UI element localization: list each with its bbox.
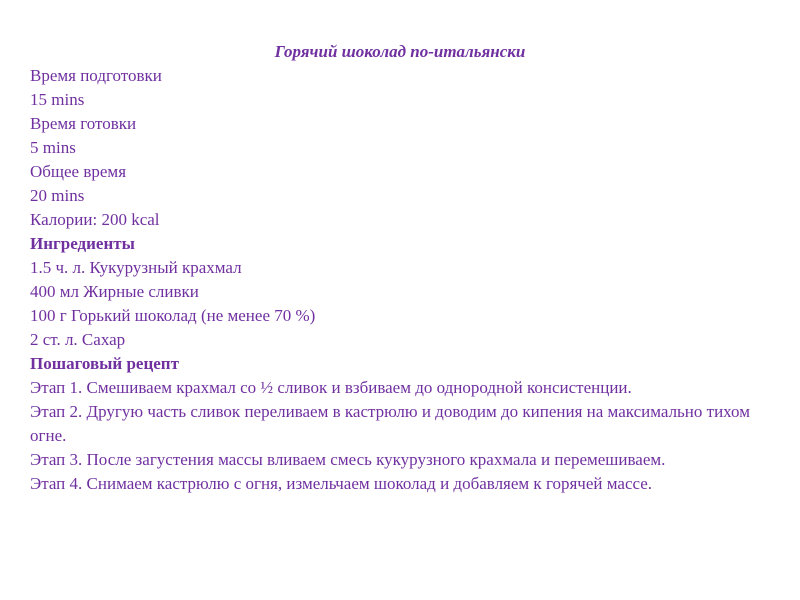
prep-time-value: 15 mins xyxy=(30,90,85,109)
total-time-label: Общее время xyxy=(30,162,127,181)
prep-time-label: Время подготовки xyxy=(30,66,162,85)
total-time-value: 20 mins xyxy=(30,186,85,205)
recipe-text-block xyxy=(30,40,770,496)
ingredient-item: 2 ст. л. Сахар xyxy=(30,330,126,349)
cook-time-value: 5 mins xyxy=(30,138,76,157)
cook-time-label: Время готовки xyxy=(30,114,137,133)
ingredient-item: 1.5 ч. л. Кукурузный крахмал xyxy=(30,258,242,277)
recipe-step: Этап 4. Снимаем кастрюлю с огня, измельчаем шоколад и добавляем к горячей массе. xyxy=(30,474,653,493)
ingredient-item: 100 г Горький шоколад (не менее 70 %) xyxy=(30,306,316,325)
recipe-step: Этап 2. Другую часть сливок переливаем в кастрюлю и доводим до кипения на максимально тихом огне. xyxy=(30,402,750,445)
ingredients-heading: Ингредиенты xyxy=(30,234,135,253)
recipe-title: Горячий шоколад по-итальянски xyxy=(274,42,526,61)
recipe-heading: Пошаговый рецепт xyxy=(30,354,179,373)
ingredient-item: 400 мл Жирные сливки xyxy=(30,282,199,301)
recipe-step: Этап 3. После загустения массы вливаем смесь кукурузного крахмала и перемешиваем. xyxy=(30,450,666,469)
recipe-step: Этап 1. Смешиваем крахмал со ½ сливок и взбиваем до однородной консистенции. xyxy=(30,378,632,397)
calories-line: Калории: 200 kcal xyxy=(30,210,160,229)
